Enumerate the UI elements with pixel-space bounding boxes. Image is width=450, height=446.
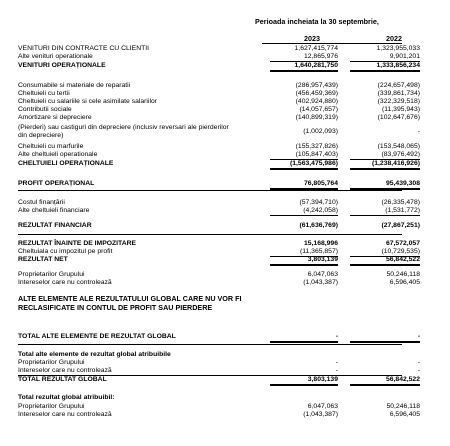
row-label: Alte venituri operationale — [18, 53, 93, 60]
row-label: Total alte elemente de rezultat global atribuibile — [18, 351, 171, 358]
value-2022: (11,395,943) — [381, 106, 420, 113]
row-label: TOTAL REZULTAT GLOBAL — [18, 376, 107, 383]
value-2022: (83,976,492) — [350, 151, 420, 160]
period-header: Perioada incheiata la 30 septembrie, — [255, 17, 379, 26]
value-2023: (1,043,387) — [303, 411, 338, 418]
value-2022: 1,333,856,234 — [350, 62, 420, 72]
row-label: Intereselor care nu controlează — [18, 411, 112, 418]
row-label: Cheltuieli cu salariile si cele asimilate salariilor — [18, 98, 158, 105]
value-2022: 6,596,405 — [389, 411, 420, 418]
value-2023: 76,805,764 — [270, 180, 338, 190]
row-label: TOTAL ALTE ELEMENTE DE REZULTAT GLOBAL — [18, 333, 176, 340]
value-2023: (57,394,710) — [299, 199, 338, 206]
value-2023: (4,242,058) — [270, 207, 338, 216]
value-2022: (26,335,478) — [381, 199, 420, 206]
value-2022: 95,439,308 — [350, 180, 420, 190]
value-2023: - — [335, 367, 338, 374]
value-2022: 1,323,955,033 — [376, 45, 420, 52]
row-label: CHELTUIELI OPERAȚIONALE — [18, 160, 114, 167]
value-2023: (155,327,826) — [295, 143, 338, 150]
row-label: VENITURI DIN CONTRACTE CU CLIENTII — [18, 45, 150, 52]
value-2022: 56,842,522 — [350, 376, 420, 386]
value-2023: 15,168,996 — [303, 240, 338, 247]
value-2023: 3,803,139 — [270, 256, 338, 266]
value-2022: 9,901,201 — [350, 53, 420, 62]
row-label: Cheltuieli cu marfurile — [18, 143, 84, 150]
section-heading: ALTE ELEMENTE ALE REZULTATULUI GLOBAL CARE NU VOR FI RECLASIFICATE IN CONTUL DE PROFIT SAU PIERDERE — [18, 294, 242, 313]
value-2022: (1,531,772) — [350, 207, 420, 216]
section-rule — [18, 190, 402, 191]
row-label: Consumabile si materiale de reparatii — [18, 82, 131, 89]
section-rule — [18, 234, 402, 235]
year-2023-header: 2023 — [304, 34, 320, 43]
value-2022: (153,548,065) — [377, 143, 420, 150]
section-rule — [18, 375, 402, 376]
row-label: REZULTAT NET — [18, 256, 68, 263]
value-2023: (1,043,387) — [303, 279, 338, 286]
value-2022: 56,842,522 — [350, 256, 420, 266]
value-2022: 6,596,405 — [389, 279, 420, 286]
value-2023: 12,865,976 — [270, 53, 338, 62]
row-label: PROFIT OPERAȚIONAL — [18, 180, 95, 187]
value-2022: - — [417, 128, 420, 135]
row-label: VENITURI OPERAȚIONALE — [18, 62, 106, 69]
value-2023: (140,899,319) — [295, 114, 338, 121]
row-label: (Pierderi) sau castiguri din depreciere (inclusiv reversari ale pierderilor din depreciere) — [18, 124, 229, 139]
row-label: REZULTAT ÎNAINTE DE IMPOZITARE — [18, 240, 137, 247]
value-2023: (11,365,857) — [270, 248, 338, 257]
value-2022: (322,329,518) — [377, 98, 420, 105]
value-2023: (402,924,880) — [295, 98, 338, 105]
value-2022: (224,657,498) — [377, 82, 420, 89]
value-2022: 50,246,118 — [386, 403, 420, 410]
section-rule — [18, 344, 402, 345]
row-label: Costul finanțării — [18, 199, 65, 206]
value-2023: (1,563,475,986) — [270, 160, 338, 170]
row-label: Total rezultat global atribuibil: — [18, 394, 115, 401]
value-2023: - — [270, 333, 338, 343]
row-label: Alte cheltuieli operationale — [18, 151, 98, 158]
value-2022: (10,729,535) — [350, 248, 420, 257]
year-2022-header: 2022 — [386, 34, 402, 43]
row-label: Contributii sociale — [18, 106, 72, 113]
value-2022: (102,647,676) — [377, 114, 420, 121]
header-rule — [262, 43, 402, 44]
row-label: Proprietarilor Grupului — [18, 403, 85, 410]
value-2022: (27,867,251) — [381, 222, 420, 229]
value-2022: 50,246,118 — [386, 271, 420, 278]
value-2023: 6,047,063 — [307, 271, 338, 278]
row-label: REZULTAT FINANCIAR — [18, 222, 92, 229]
value-2022: (1,238,416,926) — [350, 160, 420, 170]
value-2023: (456,459,369) — [295, 90, 338, 97]
value-2022: - — [417, 359, 420, 366]
value-2022: - — [417, 367, 420, 374]
value-2023: 1,640,281,750 — [270, 62, 338, 72]
value-2023: - — [335, 359, 338, 366]
row-label: Proprietarilor Grupului — [18, 359, 85, 366]
value-2023: (1,002,093) — [303, 128, 338, 135]
value-2023: (61,636,769) — [299, 222, 338, 229]
value-2022: - — [350, 333, 420, 343]
value-2022: (339,861,734) — [377, 90, 420, 97]
value-2023: (105,847,403) — [270, 151, 338, 160]
row-label: Alte cheltuieli financiare — [18, 207, 90, 214]
value-2022: 67,572,057 — [385, 240, 420, 247]
row-label: Intereselor care nu controlează — [18, 279, 112, 286]
value-2023: 6,047,063 — [307, 403, 338, 410]
value-2023: 3,803,139 — [270, 376, 338, 386]
value-2023: (14,057,657) — [299, 106, 338, 113]
row-label: Intereselor care nu controlează — [18, 367, 112, 374]
value-2023: (286,957,439) — [295, 82, 338, 89]
row-label: Cheltuiala cu impozitul pe profit — [18, 248, 113, 255]
value-2023: 1,627,415,774 — [294, 45, 338, 52]
row-label: Proprietarilor Grupului — [18, 271, 85, 278]
row-label: Cheltuieli cu tertii — [18, 90, 70, 97]
row-label: Amortizare si depreciere — [18, 114, 92, 121]
